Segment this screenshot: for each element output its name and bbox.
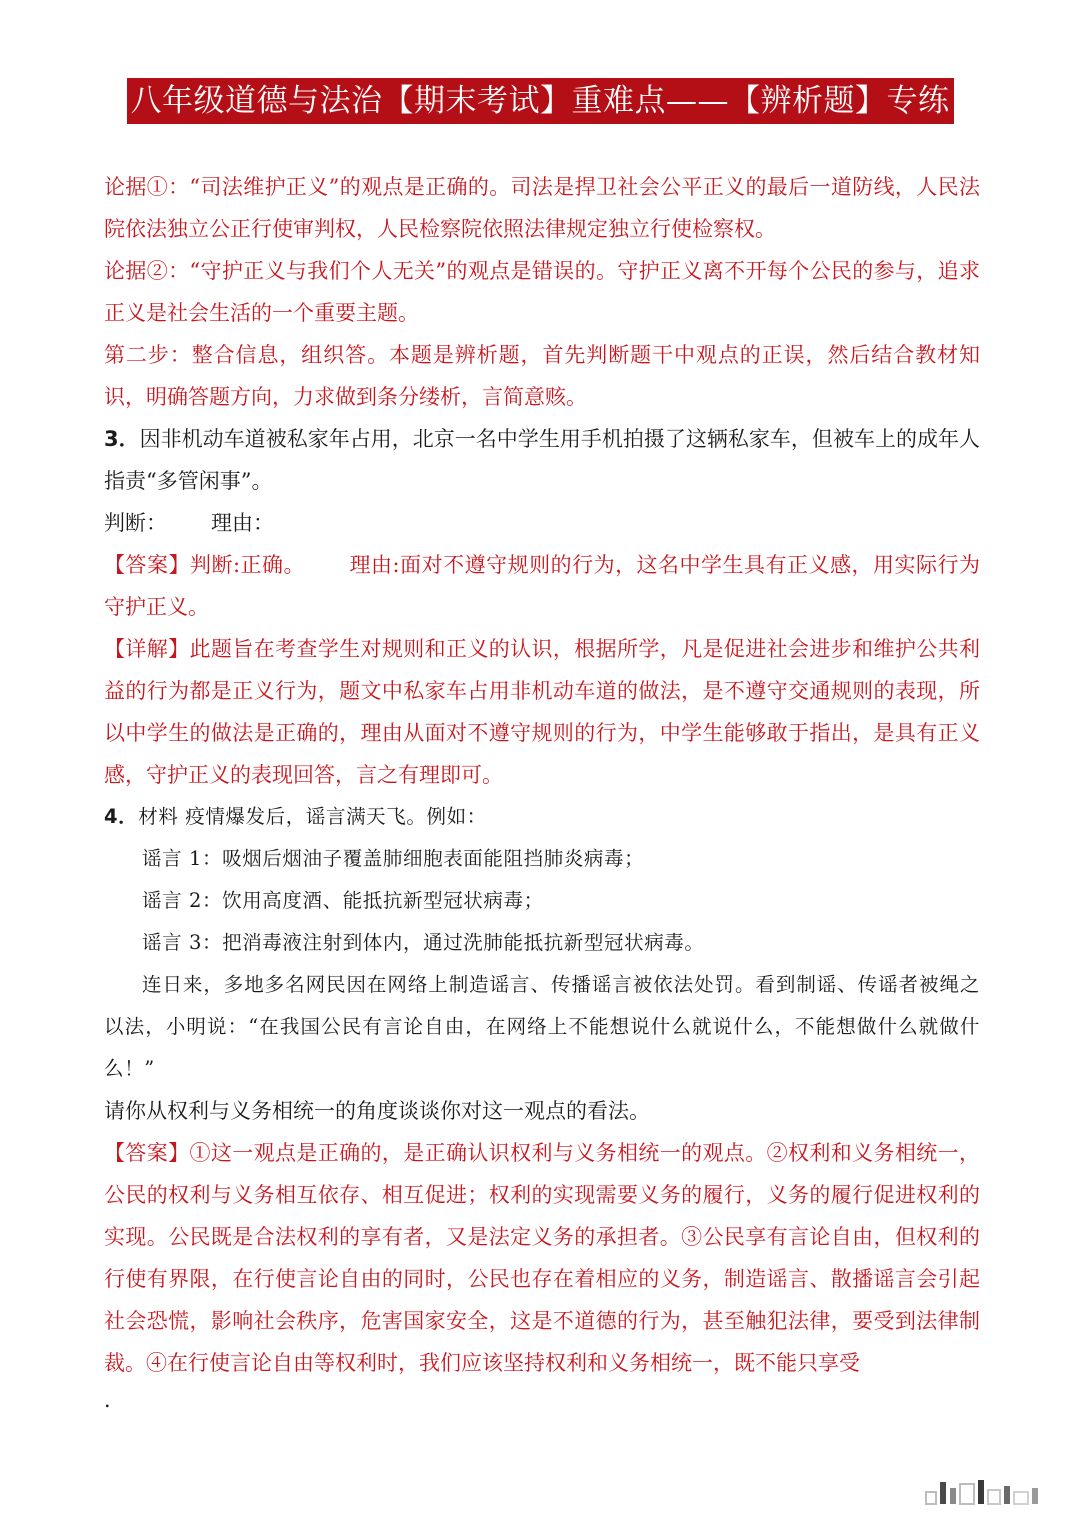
question-4-question: 请你从权利与义务相统一的角度谈谈你对这一观点的看法。 — [104, 1099, 650, 1123]
rumor-2: 谣言 2：饮用高度酒、能抵抗新型冠状病毒； — [142, 889, 544, 912]
question-3-number: 3． — [104, 427, 140, 451]
step-2: 第二步：整合信息，组织答。本题是辨析题，首先判断题干中观点的正误，然后结合教材知识，明确答题方向，力求做到条分缕析，言简意赅。 — [104, 343, 980, 409]
judge-label: 判断： — [104, 511, 167, 535]
page-title: 八年级道德与法治【期末考试】重难点——【辨析题】专练 — [127, 78, 954, 124]
answer-reason: 理由:面对不遵守规则的行为，这名中学生具有正义感，用实际行为守护正义。 — [104, 553, 981, 619]
detail-text: 此题旨在考查学生对规则和正义的认识，根据所学，凡是促进社会进步和维护公共利益的行为都是正义行为，题文中私家车占用非机动车道的做法，是不遵守交通规则的表现，所以中学生的做法是正确的，理由从面对不遵守规则的行为，中学生能够敢于指出，是具有正义感，守护正义的表现回答，言之有理即可。 — [104, 637, 980, 787]
question-3-stem — [104, 418, 980, 502]
material-body: 连日来，多地多名网民因在网络上制造谣言、传播谣言被依法处罚。看到制谣、传谣者被绳之以法，小明说：“在我国公民有言论自由，在网络上不能想说什么就说什么，不能想做什么就做什么！” — [104, 973, 980, 1080]
detail-tag: 【详解】 — [104, 637, 190, 661]
answer-tag: 【答案】 — [104, 553, 190, 577]
argument-1: 论据①：“司法维护正义”的观点是正确的。司法是捍卫社会公平正义的最后一道防线，人民法院依法独立公正行使审判权，人民检察院依照法律规定独立行使检察权。 — [104, 175, 980, 241]
title-wrap — [0, 78, 1080, 124]
trailing-mark: ． — [104, 1388, 125, 1412]
question-3-detail — [104, 628, 980, 796]
question-4-intro — [104, 796, 980, 838]
answer-judge: 判断:正确。 — [189, 553, 306, 577]
answer-tag-4: 【答案】 — [104, 1141, 190, 1165]
reason-label: 理由： — [211, 511, 274, 535]
material-intro: 材料 疫情爆发后，谣言满天飞。例如： — [138, 805, 487, 828]
question-3-answer — [104, 544, 980, 628]
question-3-text: 因非机动车道被私家年占用，北京一名中学生用手机拍摄了这辆私家车，但被车上的成年人指责“多管闲事”。 — [104, 427, 980, 493]
rumor-3: 谣言 3：把消毒液注射到体内，通过洗肺能抵抗新型冠状病毒。 — [142, 931, 705, 954]
question-4-answer — [104, 1132, 980, 1384]
argument-2: 论据②：“守护正义与我们个人无关”的观点是错误的。守护正义离不开每个公民的参与，追求正义是社会生活的一个重要主题。 — [104, 259, 980, 325]
rumor-1: 谣言 1：吸烟后烟油子覆盖肺细胞表面能阻挡肺炎病毒； — [142, 847, 645, 870]
document-body — [104, 166, 980, 1410]
bars-watermark-icon — [924, 1478, 1052, 1506]
question-4-number: 4． — [104, 805, 139, 828]
question-3-blanks — [104, 502, 980, 544]
answer-text-4: ①这一观点是正确的，是正确认识权利与义务相统一的观点。②权利和义务相统一，公民的权利与义务相互依存、相互促进；权利的实现需要义务的履行，义务的履行促进权利的实现。公民既是合法权利的享有者，又是法定义务的承担者。③公民享有言论自由，但权利的行使有界限，在行使言论自由的同时，公民也存在着相应的义务，制造谣言、散播谣言会引起社会恐慌，影响社会秩序，危害国家安全，这是不道德的行为，甚至触犯法律，要受到法律制裁。④在行使言论自由等权利时，我们应该坚持权利和义务相统一，既不能只享受 — [104, 1141, 980, 1375]
